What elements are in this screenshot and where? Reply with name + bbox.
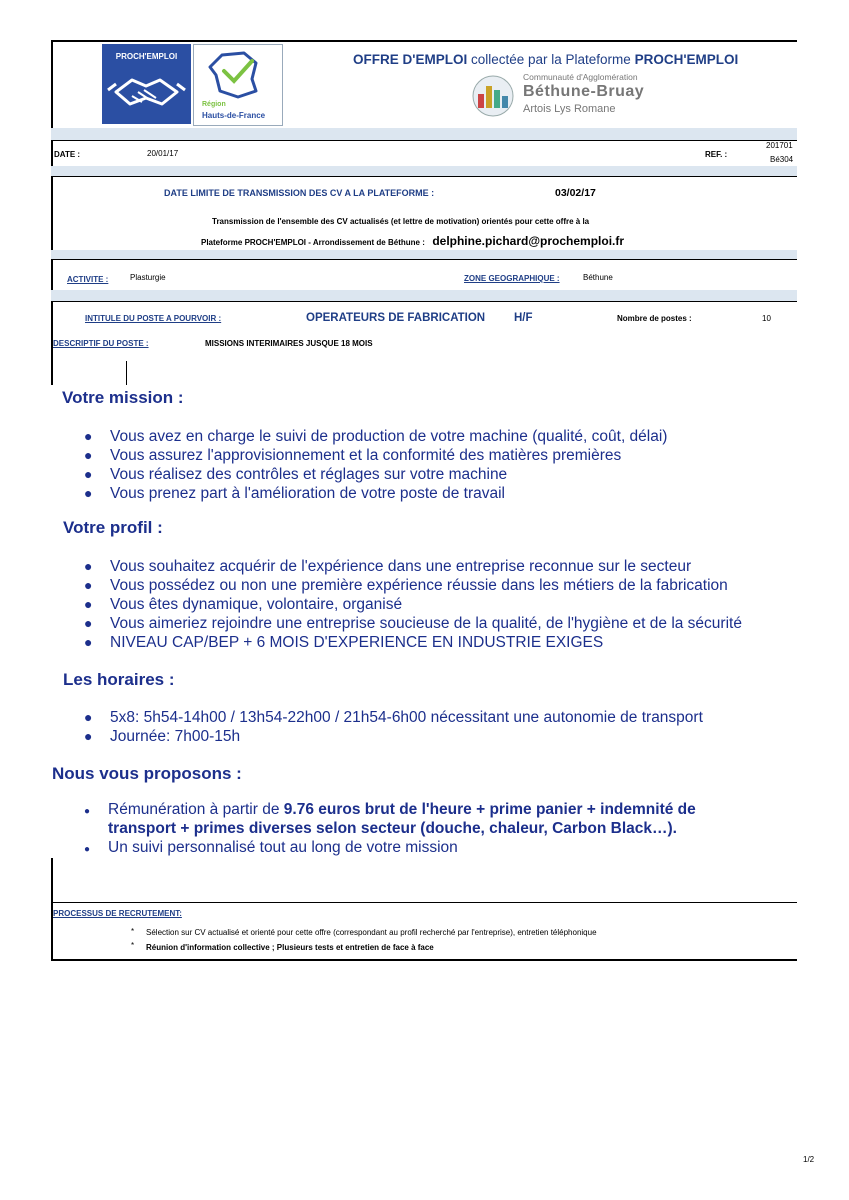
horaires-title: Les horaires : <box>63 670 175 689</box>
horaires-list <box>84 708 703 746</box>
separator-band <box>51 250 797 259</box>
list-item <box>82 838 797 857</box>
frame-left-top <box>51 40 53 385</box>
title-offre: OFFRE D'EMPLOI <box>353 52 468 67</box>
cabbalr-logo <box>468 72 688 122</box>
bullet-icon: ● <box>84 485 93 501</box>
profil-clip <box>84 557 797 657</box>
list-item-text: Vous avez en charge le suivi de production de votre machine (qualité, coût, délai) <box>110 428 668 445</box>
postes-value: 10 <box>762 314 771 323</box>
list-item-bold: 9.76 euros brut de l'heure + prime panier + indemnité de <box>283 801 696 818</box>
cabbalr-line1: Communauté d'Agglomération <box>523 72 638 82</box>
separator-line <box>51 301 797 302</box>
frame-top <box>51 40 797 42</box>
bullet-icon: ● <box>84 558 93 574</box>
transmission-line1: Transmission de l'ensemble des CV actualisés (et lettre de motivation) orientés pour cette offre à la <box>212 217 590 226</box>
list-item-text: Vous assurez l'approvisionnement et la conformité des matières premières <box>110 447 622 464</box>
separator-line <box>51 176 797 177</box>
date-label: DATE : <box>54 150 81 159</box>
list-item-text: Vous possédez ou non une première expérience réussie dans les métiers de la fabrication <box>110 577 728 594</box>
cabbalr-line2: Béthune-Bruay <box>523 83 645 100</box>
separator-line <box>51 902 797 903</box>
proch-emploi-logo <box>102 44 191 124</box>
bullet-icon: ● <box>84 428 93 444</box>
text-cursor <box>126 361 127 385</box>
email-link[interactable]: delphine.pichard@prochemploi.fr <box>432 234 625 248</box>
title-collectee: collectée par la Plateforme <box>467 52 635 67</box>
intitule-label: INTITULE DU POSTE A POURVOIR : <box>85 314 222 323</box>
cabbalr-line3: Artois Lys Romane <box>523 103 616 115</box>
processus-bullet-2: * <box>131 941 135 950</box>
list-item <box>84 465 667 484</box>
postes-label: Nombre de postes : <box>617 314 692 323</box>
ref-label: REF. : <box>705 150 728 159</box>
zone-label: ZONE GEOGRAPHIQUE : <box>464 274 560 283</box>
list-item <box>84 576 797 595</box>
list-item-text: Journée: 7h00-15h <box>110 728 241 745</box>
list-item <box>84 595 797 614</box>
ref-value-line2: Bé304 <box>770 155 794 164</box>
list-item-text: Un suivi personnalisé tout au long de votre mission <box>108 839 458 856</box>
bullet-icon: ● <box>84 466 93 482</box>
bullet-icon: ● <box>84 634 93 650</box>
frame-bottom <box>51 959 797 961</box>
list-item <box>84 446 667 465</box>
separator-band <box>51 290 797 301</box>
processus-item-1: Sélection sur CV actualisé et orienté pour cette offre (correspondant au profil recherché par l'entreprise), entretien téléphonique <box>146 928 597 937</box>
zone-value: Béthune <box>583 273 613 282</box>
deadline-value: 03/02/17 <box>555 187 596 199</box>
proposons-list <box>82 800 797 857</box>
separator-line <box>51 259 797 260</box>
profil-list <box>84 557 797 652</box>
mission-list <box>84 427 667 503</box>
activite-value: Plasturgie <box>130 273 166 282</box>
list-item-text: Vous êtes dynamique, volontaire, organisé <box>110 596 403 613</box>
bullet-icon: ● <box>84 615 93 631</box>
proch-emploi-logo-text: PROCH'EMPLOI <box>115 52 178 61</box>
list-item-text: Vous prenez part à l'amélioration de votre poste de travail <box>110 485 505 502</box>
proposons-title: Nous vous proposons : <box>52 764 242 783</box>
list-item <box>84 727 703 746</box>
region-logo-line1: Région <box>202 101 226 108</box>
processus-bullet-1: * <box>131 927 135 936</box>
hf-value: H/F <box>514 312 533 324</box>
intitule-value: OPERATEURS DE FABRICATION <box>306 312 486 324</box>
mission-title: Votre mission : <box>62 388 184 407</box>
region-logo-line2: Hauts-de-France <box>202 111 266 120</box>
list-item <box>84 557 797 576</box>
transmission-text: Plateforme PROCH'EMPLOI - Arrondissement de Béthune : <box>201 238 425 247</box>
descriptif-label: DESCRIPTIF DU POSTE : <box>53 339 149 348</box>
list-item-text: Rémunération à partir de <box>108 801 284 818</box>
list-item <box>82 819 797 838</box>
descriptif-value: MISSIONS INTERIMAIRES JUSQUE 18 MOIS <box>205 339 373 348</box>
bullet-icon: ● <box>84 844 91 855</box>
date-value: 20/01/17 <box>147 149 179 158</box>
separator-line <box>51 140 797 141</box>
list-item <box>82 800 797 819</box>
list-item-text: 5x8: 5h54-14h00 / 13h54-22h00 / 21h54-6h00 nécessitant une autonomie de transport <box>110 709 703 726</box>
separator-band <box>51 166 797 176</box>
bullet-icon: ● <box>84 728 93 744</box>
list-item <box>84 708 703 727</box>
bullet-icon: ● <box>84 577 93 593</box>
region-logo <box>193 44 283 126</box>
list-item-text: Vous aimeriez rejoindre une entreprise soucieuse de la qualité, de l'hygiène et de la sécurité <box>110 615 742 632</box>
list-item-bold-line2: transport + primes diverses selon secteur (douche, chaleur, Carbon Black…). <box>108 820 677 837</box>
proposons-clip <box>82 800 797 860</box>
separator-band <box>51 128 797 140</box>
list-item-text: Vous réalisez des contrôles et réglages sur votre machine <box>110 466 508 483</box>
town-icon <box>468 74 518 118</box>
list-item <box>84 633 797 652</box>
list-item-text: Vous souhaitez acquérir de l'expérience dans une entreprise reconnue sur le secteur <box>110 558 692 575</box>
deadline-label: DATE LIMITE DE TRANSMISSION DES CV A LA PLATEFORME : <box>164 188 435 198</box>
ref-value-line1: 201701 <box>766 141 793 150</box>
page-title <box>353 52 738 67</box>
page-number: 1/2 <box>803 1155 815 1164</box>
bullet-icon: ● <box>84 447 93 463</box>
processus-item-2: Réunion d'information collective ; Plusieurs tests et entretien de face à face <box>146 943 434 952</box>
list-item <box>84 614 797 633</box>
profil-title: Votre profil : <box>63 518 163 537</box>
bullet-icon: ● <box>84 709 93 725</box>
processus-label: PROCESSUS DE RECRUTEMENT: <box>53 909 182 918</box>
list-item <box>84 484 667 503</box>
list-item <box>84 427 667 446</box>
title-proch: PROCH'EMPLOI <box>634 52 739 67</box>
handshake-icon <box>102 62 191 122</box>
transmission-line2 <box>201 232 624 250</box>
activite-label: ACTIVITE : <box>67 275 109 284</box>
bullet-icon: ● <box>84 596 93 612</box>
bullet-icon: ● <box>84 806 91 817</box>
region-map-icon <box>194 49 282 101</box>
list-item-text: NIVEAU CAP/BEP + 6 MOIS D'EXPERIENCE EN INDUSTRIE EXIGES <box>110 634 604 651</box>
